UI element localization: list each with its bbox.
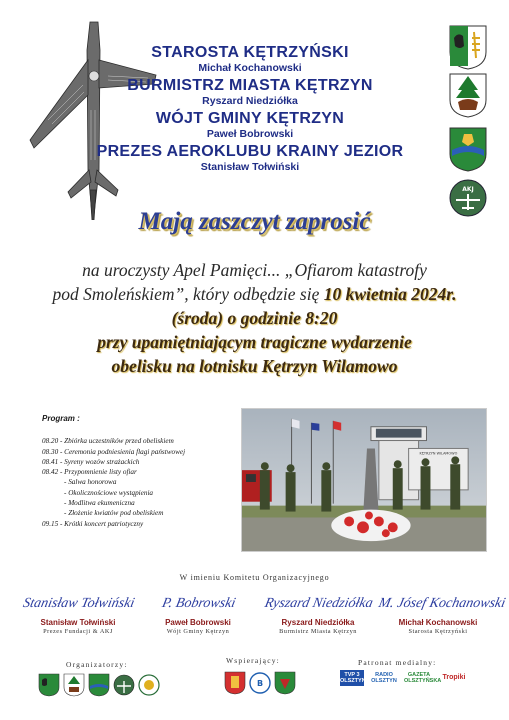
city-crest-icon (63, 673, 85, 697)
supporter-crest-icon (274, 671, 296, 695)
radio-olsztyn-logo: RADIO OLSZTYN (371, 672, 397, 684)
host-title: PREZES AEROKLUBU KRAINY JEZIOR (96, 143, 404, 160)
foundation-logo-icon (138, 673, 160, 697)
organizers-logos (38, 673, 160, 697)
host-title: WÓJT GMINY KĘTRZYN (155, 110, 345, 127)
ceremony-photo (241, 408, 487, 552)
program-item: 08.20 - Zbiórka uczestników przed obeliskiem (42, 437, 174, 446)
media-patrons-label: Patronat medialny: (358, 658, 437, 667)
event-date: 10 kwietnia 2024r. (323, 284, 457, 304)
media-logos (340, 670, 468, 686)
county-crest-icon (38, 673, 60, 697)
program-heading: Program : (42, 414, 80, 423)
handwritten-signature: P. Bobrowski (160, 596, 237, 611)
signer-name: Ryszard Niedziółka (281, 618, 355, 627)
supporter-crest-icon (224, 671, 246, 695)
county-crest-icon (448, 24, 488, 70)
program-item: 08.41 - Syreny wozów strażackich (42, 457, 140, 466)
signer-name: Paweł Bobrowski (165, 618, 231, 627)
host-name: Stanisław Tołwiński (200, 161, 300, 173)
supporters-logos (224, 671, 296, 695)
gazeta-olsztynska-logo: GAZETA OLSZTYŃSKA (404, 672, 442, 684)
handwritten-signature: Ryszard Niedziółka (263, 596, 375, 611)
host-title: BURMISTRZ MIASTA KĘTRZYN (127, 77, 373, 94)
signer-role: Prezes Fundacji & AKJ (43, 628, 113, 635)
program-subitem: - Modlitwa ekumeniczna (64, 499, 135, 508)
invitation-line: na uroczysty Apel Pamięci... „Ofiarom katastrofy (82, 260, 427, 280)
signer (377, 596, 507, 635)
signer-role: Burmistrz Miasta Kętrzyn (279, 628, 357, 635)
host-name: Ryszard Niedziółka (202, 95, 298, 107)
event-location: obelisku na lotnisku Kętrzyn Wilamowo (111, 356, 398, 376)
signer (258, 596, 378, 635)
committee-caption: W imieniu Komitetu Organizacyjnego (179, 573, 330, 582)
invitation-headline: Mają zaszczyt zaprosić (138, 208, 371, 235)
invitation-body (0, 258, 509, 378)
invitation-text: pod Smoleńskiem”, który odbędzie się (52, 284, 324, 304)
program-subitem: - Salwa honorowa (64, 478, 117, 487)
handwritten-signature: M. Jósef Kochanowski (377, 596, 507, 611)
signers-row (18, 596, 507, 635)
handwritten-signature: Stanisław Tołwiński (21, 596, 136, 611)
program-item: 08.42 - Przypomnienie listy ofiar (42, 468, 137, 477)
signer-name: Stanisław Tołwiński (40, 618, 116, 627)
program-item: 09.15 - Krótki koncert patriotyczny (42, 519, 144, 528)
commune-crest-icon (88, 673, 110, 697)
host-name: Paweł Bobrowski (206, 128, 294, 140)
program-block (42, 414, 272, 529)
invitation-line (0, 282, 509, 306)
tropiki-logo: Tropiki (442, 674, 466, 681)
city-crest-icon (448, 72, 488, 118)
signer (18, 596, 138, 635)
invitation-line: przy upamiętniającym tragiczne wydarzenie (97, 332, 412, 352)
supporter-logo-icon (249, 671, 271, 695)
signer (138, 596, 258, 635)
svg-text:B: B (256, 679, 264, 688)
event-time: (środa) o godzinie 8:20 (171, 308, 338, 328)
signer-role: Wójt Gminy Kętrzyn (166, 628, 230, 635)
organizers-label: Organizatorzy: (66, 660, 128, 669)
supporters-label: Wspierający: (226, 656, 280, 665)
program-subitem: - Złożenie kwiatów pod obeliskiem (64, 509, 164, 518)
svg-text:AKJ: AKJ (462, 186, 474, 193)
tower-sign: KĘTRZYN WILAMOWO (419, 451, 458, 456)
program-subitem: - Okolicznościowe wystąpienia (64, 488, 154, 497)
tvp3-logo: TVP 3 OLSZTYN (340, 672, 366, 684)
aeroclub-logo-icon (113, 673, 135, 697)
program-item: 08.30 - Ceremonia podniesienia flagi państwowej (42, 447, 186, 456)
hosts-block (70, 44, 430, 176)
commune-crest-icon (448, 126, 488, 172)
host-name: Michał Kochanowski (198, 62, 302, 74)
signer-name: Michał Kochanowski (398, 618, 478, 627)
host-title: STAROSTA KĘTRZYŃSKI (151, 44, 349, 61)
signer-role: Starosta Kętrzyński (408, 628, 468, 635)
